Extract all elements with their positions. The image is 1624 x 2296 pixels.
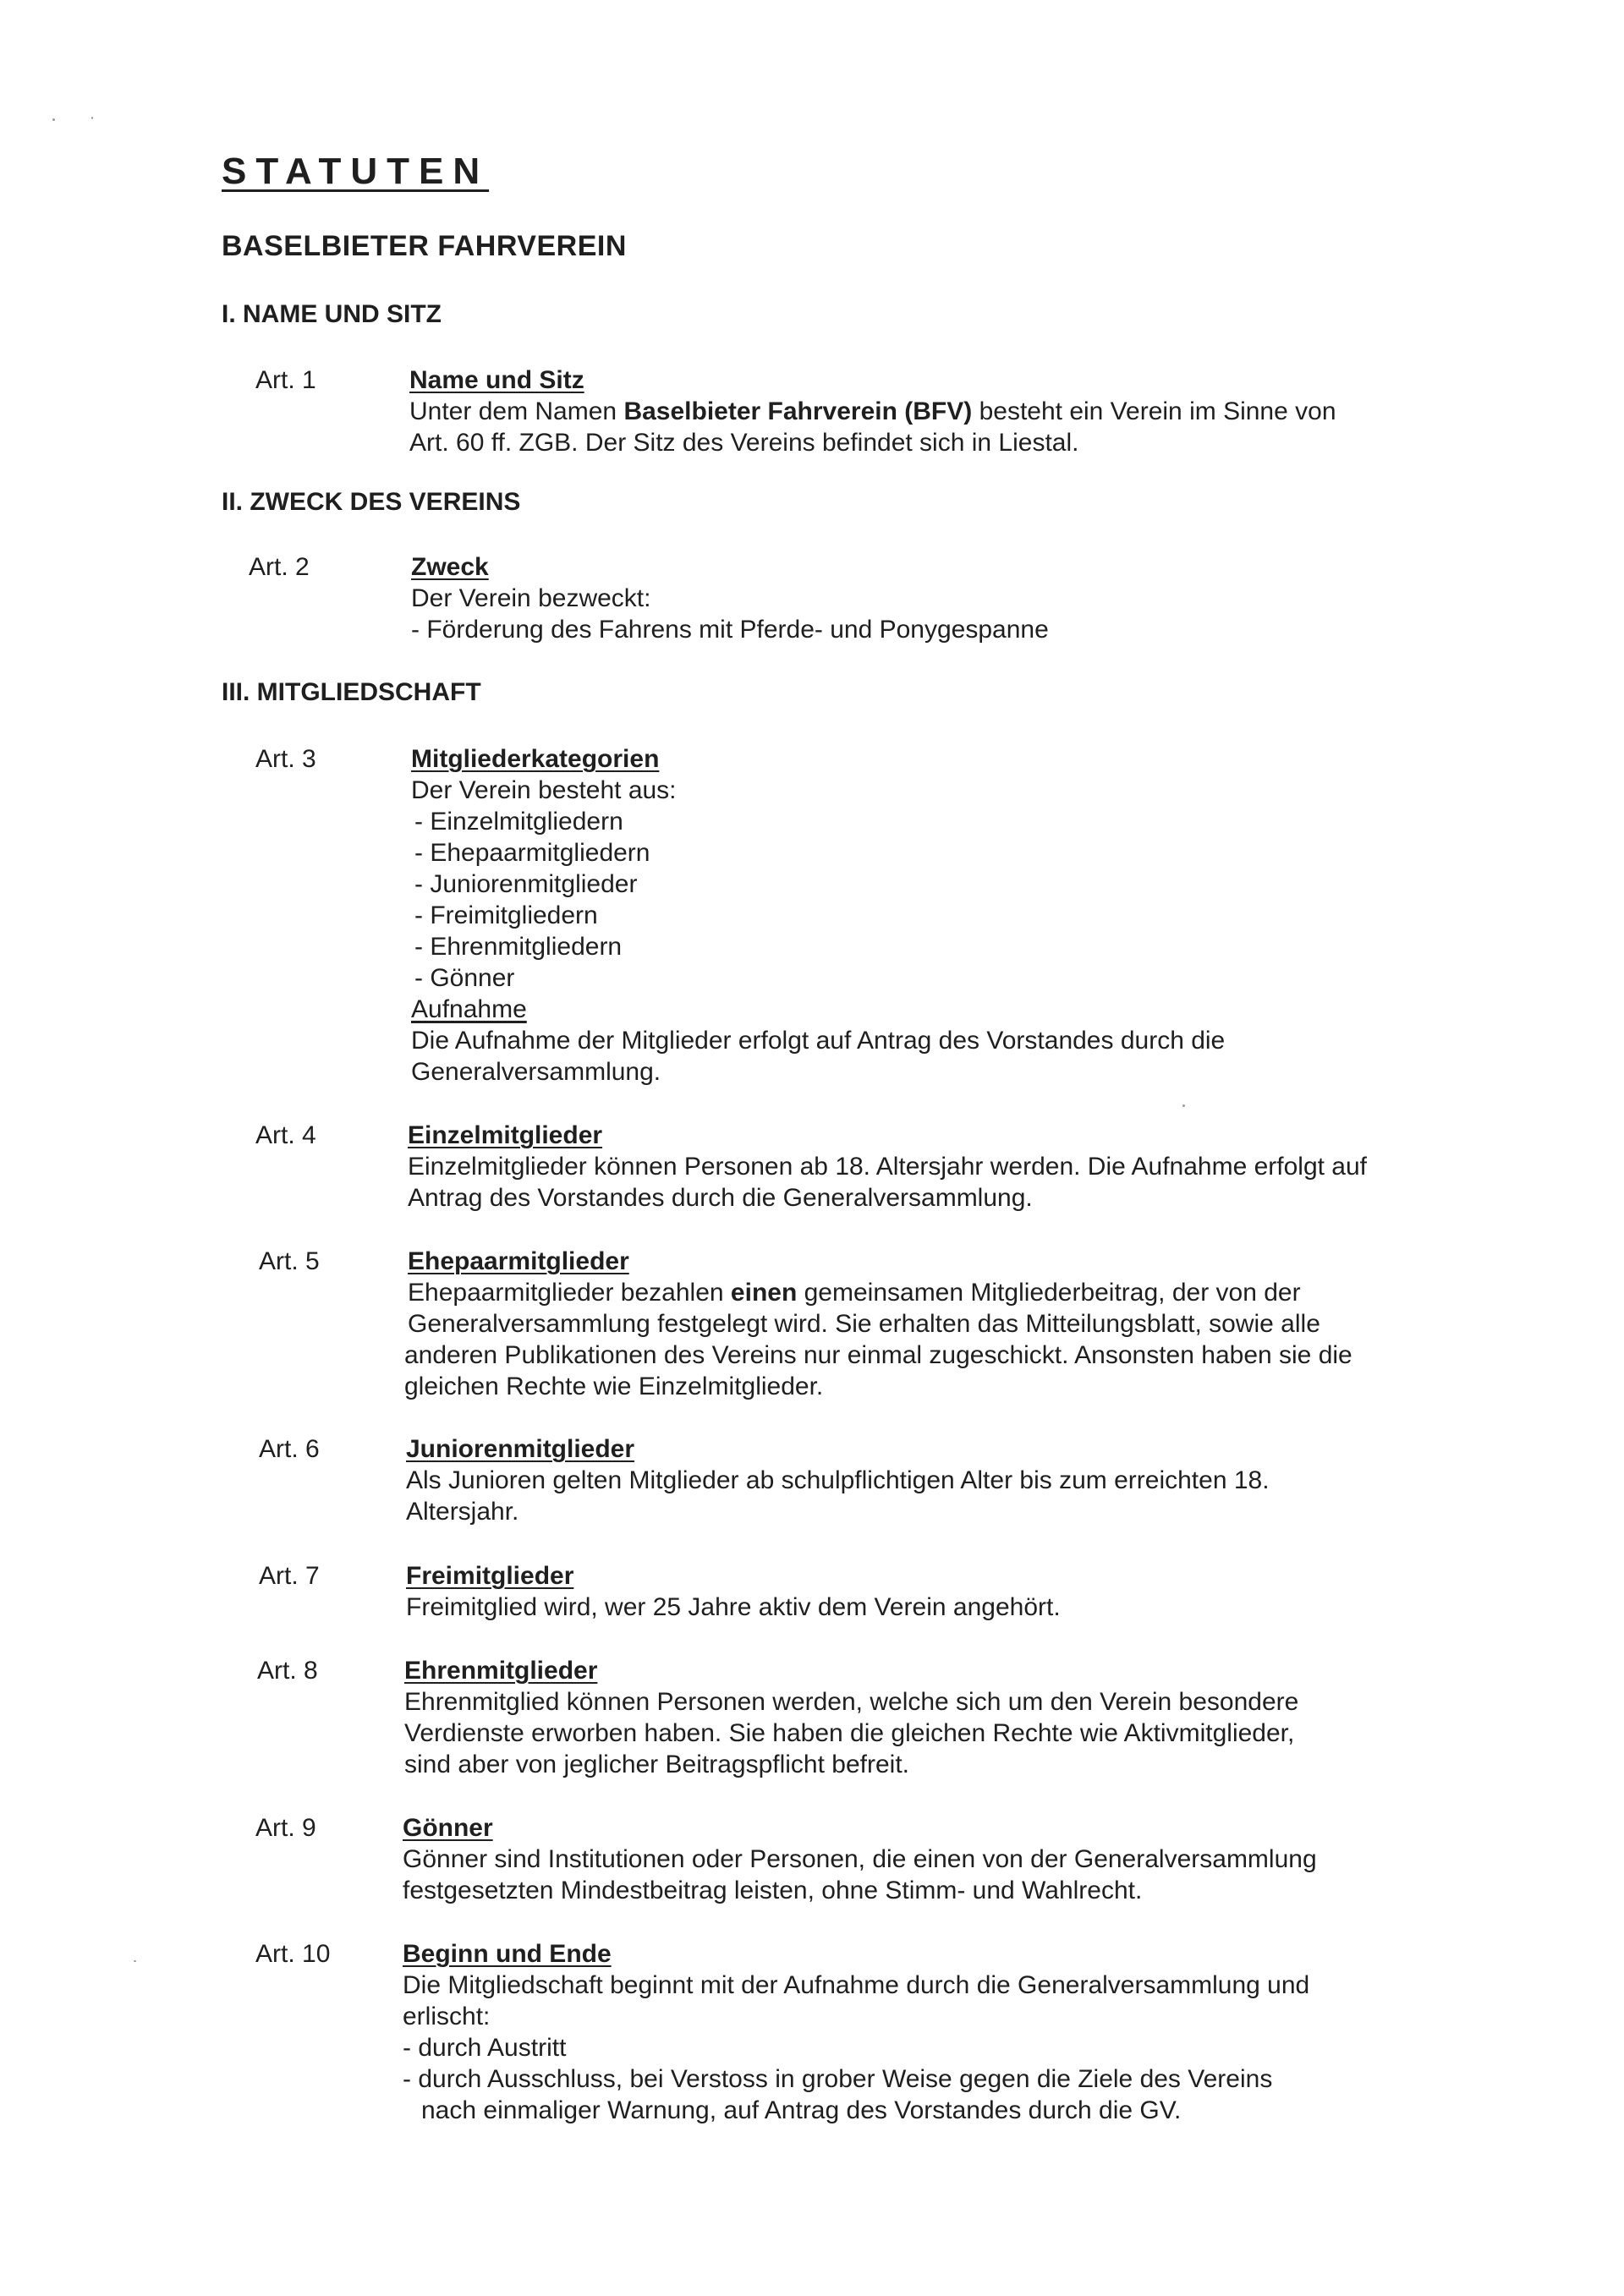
article-number: Art. 5: [259, 1247, 320, 1275]
list-item: - Gönner: [414, 964, 515, 992]
article-body: [406, 1433, 1463, 1527]
article-body: [411, 551, 1468, 645]
article-number: Art. 6: [259, 1435, 320, 1463]
article-text-line: Freimitglied wird, wer 25 Jahre aktiv dem Verein angehört.: [406, 1593, 1061, 1621]
article-heading: Gönner: [403, 1814, 493, 1842]
section-heading-zweck: II. ZWECK DES VEREINS: [222, 488, 521, 516]
article-heading: Ehepaarmitglieder: [408, 1247, 629, 1275]
article-body: [406, 1560, 1463, 1623]
article-text-line: nach einmaliger Warnung, auf Antrag des Vorstandes durch die GV.: [421, 2096, 1182, 2124]
section-heading-name-und-sitz: I. NAME UND SITZ: [222, 300, 442, 328]
article-text-line: Ehrenmitglied können Personen werden, welche sich um den Verein besondere: [404, 1688, 1299, 1716]
article-heading: Mitgliederkategorien: [411, 745, 660, 773]
article-text-line: - durch Austritt: [403, 2034, 567, 2062]
article-text-line: Einzelmitglieder können Personen ab 18. Altersjahr werden. Die Aufnahme erfolgt auf: [408, 1153, 1368, 1181]
article-text-line: Generalversammlung.: [411, 1058, 661, 1086]
article-text-line: Verdienste erworben haben. Sie haben die gleichen Rechte wie Aktivmitglieder,: [404, 1719, 1295, 1747]
article-text-line: Die Mitgliedschaft beginnt mit der Aufnahme durch die Generalversammlung und: [403, 1971, 1310, 1999]
article-number: Art. 7: [259, 1562, 320, 1590]
article-text-line: Unter dem Namen Baselbieter Fahrverein (BFV) besteht ein Verein im Sinne von: [409, 397, 1336, 425]
list-item: - Ehrenmitgliedern: [414, 933, 623, 961]
article-heading: Einzelmitglieder: [408, 1121, 603, 1149]
article-text-line: gleichen Rechte wie Einzelmitglieder.: [404, 1373, 824, 1400]
article-number: Art. 4: [255, 1121, 316, 1149]
article-body: [404, 1655, 1462, 1780]
scan-speck: [91, 117, 93, 119]
document-title: STATUTEN: [222, 151, 490, 192]
article-heading: Zweck: [411, 553, 489, 581]
article-text-line: Der Verein bezweckt:: [411, 584, 651, 612]
article-text-line: Ehepaarmitglieder bezahlen einen gemeinsamen Mitgliederbeitrag, der von der: [408, 1279, 1301, 1307]
article-heading: Beginn und Ende: [403, 1940, 612, 1968]
article-text-line: anderen Publikationen des Vereins nur einmal zugeschickt. Ansonsten haben sie die: [404, 1341, 1352, 1369]
article-text-line: Antrag des Vorstandes durch die Generalversammlung.: [408, 1184, 1033, 1212]
article-text-line: Art. 60 ff. ZGB. Der Sitz des Vereins befindet sich in Liestal.: [409, 429, 1079, 457]
article-text-line: Gönner sind Institutionen oder Personen, die einen von der Generalversammlung: [403, 1845, 1317, 1873]
article-body: [404, 1246, 1465, 1402]
article-heading: Name und Sitz: [409, 366, 584, 394]
article-body: [403, 1812, 1460, 1906]
article-number: Art. 3: [255, 745, 316, 773]
article-body: [409, 364, 1467, 458]
article-text-line: Als Junioren gelten Mitglieder ab schulpflichtigen Alter bis zum erreichten 18.: [406, 1466, 1270, 1494]
scan-speck: [52, 118, 55, 121]
list-item: - Juniorenmitglieder: [414, 870, 638, 898]
article-number: Art. 10: [255, 1940, 331, 1968]
subsection-heading: Aufnahme: [411, 995, 527, 1023]
article-body: [403, 1938, 1460, 2126]
article-text-line: Die Aufnahme der Mitglieder erfolgt auf Antrag des Vorstandes durch die: [411, 1027, 1226, 1055]
article-heading: Ehrenmitglieder: [404, 1657, 598, 1685]
article-body: [408, 1120, 1465, 1214]
article-text-line: erlischt:: [403, 2003, 491, 2030]
member-category-list: [411, 806, 1468, 994]
list-item: - Freimitgliedern: [414, 901, 598, 929]
article-text-line: festgesetzten Mindestbeitrag leisten, ohne Stimm- und Wahlrecht.: [403, 1877, 1143, 1904]
article-number: Art. 8: [257, 1657, 318, 1685]
article-number: Art. 2: [249, 553, 310, 581]
article-heading: Freimitglieder: [406, 1562, 574, 1590]
emphasis: einen: [730, 1279, 798, 1307]
article-number: Art. 1: [255, 366, 316, 394]
list-item: - Einzelmitgliedern: [414, 808, 623, 836]
scan-speck: [134, 1960, 136, 1962]
article-text-line: Generalversammlung festgelegt wird. Sie erhalten das Mitteilungsblatt, sowie alle: [408, 1310, 1320, 1338]
emphasis: Baselbieter Fahrverein (BFV): [623, 397, 973, 425]
list-item: - Ehepaarmitgliedern: [414, 839, 650, 867]
article-text-line: Altersjahr.: [406, 1498, 519, 1526]
organization-name: BASELBIETER FAHRVEREIN: [222, 230, 627, 262]
section-heading-mitgliedschaft: III. MITGLIEDSCHAFT: [222, 678, 481, 706]
article-number: Art. 9: [255, 1814, 316, 1842]
scan-speck: [1182, 1104, 1185, 1107]
article-text-line: - durch Ausschluss, bei Verstoss in grober Weise gegen die Ziele des Vereins: [403, 2065, 1273, 2093]
article-text-line: sind aber von jeglicher Beitragspflicht befreit.: [404, 1751, 909, 1778]
article-body: [411, 743, 1468, 1088]
article-text-line: - Förderung des Fahrens mit Pferde- und Ponygespanne: [411, 616, 1049, 644]
article-text-line: Der Verein besteht aus:: [411, 776, 677, 804]
article-heading: Juniorenmitglieder: [406, 1435, 635, 1463]
